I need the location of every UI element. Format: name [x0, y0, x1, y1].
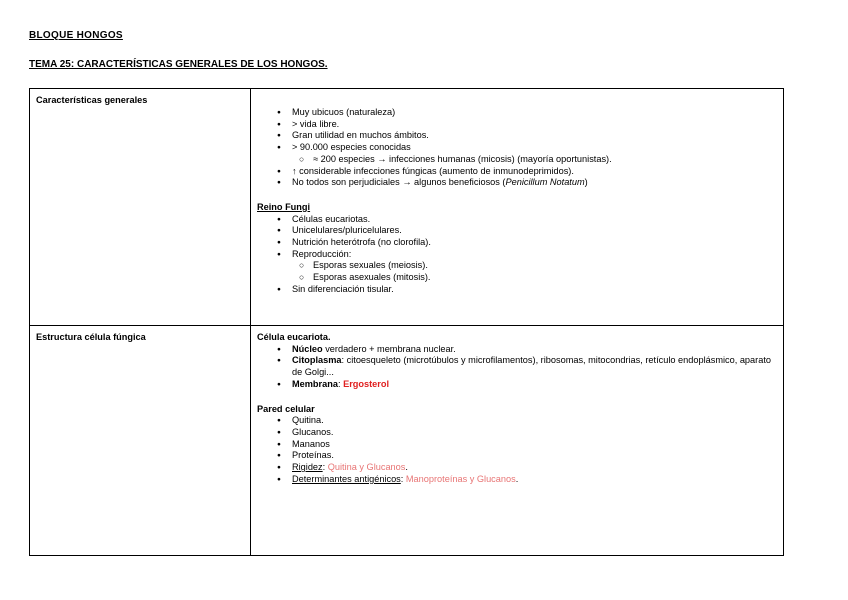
list-item: ● No todos son perjudiciales → algunos beneficiosos (Penicillum Notatum) — [292, 177, 777, 189]
list-item: ● Núcleo verdadero + membrana nuclear. — [292, 344, 777, 356]
list-item: ● > 90.000 especies conocidas — [292, 142, 777, 154]
list-item: ● ↑ considerable infecciones fúngicas (aumento de inmunodeprimidos). — [292, 166, 777, 178]
content-table — [29, 88, 784, 556]
list-item: ● Membrana: Ergosterol — [292, 379, 777, 391]
list-item: ○ ≈ 200 especies → infecciones humanas (micosis) (mayoría oportunistas). — [313, 154, 777, 166]
list-item: ● Gran utilidad en muchos ámbitos. — [292, 130, 777, 142]
list-item: ● Nutrición heterótrofa (no clorofila). — [292, 237, 777, 249]
species-sublist — [257, 154, 777, 166]
row-label-structure: Estructura célula fúngica — [30, 326, 251, 556]
topic-title: TEMA 25: CARACTERÍSTICAS GENERALES DE LOS HONGOS. — [29, 59, 328, 70]
species-name: Penicillum Notatum — [505, 177, 585, 188]
reino-list-cont — [257, 284, 777, 296]
general-list — [257, 107, 777, 154]
list-item: ● Glucanos. — [292, 427, 777, 439]
table-row — [30, 89, 784, 326]
list-item: ● Sin diferenciación tisular. — [292, 284, 777, 296]
list-item: ● > vida libre. — [292, 119, 777, 131]
list-item: ● Células eucariotas. — [292, 214, 777, 226]
reino-list — [257, 214, 777, 261]
table-row — [30, 326, 784, 556]
list-item: ● Proteínas. — [292, 450, 777, 462]
general-list-cont — [257, 166, 777, 189]
list-item: ● Muy ubicuos (naturaleza) — [292, 107, 777, 119]
cell-title: Célula eucariota. — [257, 332, 331, 342]
antigen-highlight: Manoproteínas y Glucanos — [405, 473, 516, 484]
list-item: ● Determinantes antigénicos: Manoproteínas y Glucanos. — [292, 474, 777, 486]
block-title: BLOQUE HONGOS — [29, 30, 123, 41]
row-label-general: Características generales — [30, 89, 251, 326]
wall-title: Pared celular — [257, 403, 315, 414]
reproduction-sublist — [257, 260, 777, 283]
list-item: ● Reproducción: — [292, 249, 777, 261]
list-item: ● Quitina. — [292, 415, 777, 427]
reino-fungi-title: Reino Fungi — [257, 201, 311, 212]
list-item: ○ Esporas sexuales (meiosis). — [313, 260, 777, 272]
list-item: ○ Esporas asexuales (mitosis). — [313, 272, 777, 284]
wall-list — [257, 415, 777, 485]
rigidity-highlight: Quitina y Glucanos — [327, 462, 406, 473]
list-item: ● Mananos — [292, 439, 777, 451]
list-item: ● Unicelulares/pluricelulares. — [292, 225, 777, 237]
list-item: ● Rigidez: Quitina y Glucanos. — [292, 462, 777, 474]
list-item: ● Citoplasma: citoesqueleto (microtúbulos y microfilamentos), ribosomas, mitocondrias, retículo endoplásmico, aparato de Golgi... — [292, 355, 777, 378]
ergosterol-highlight: Ergosterol — [343, 378, 390, 389]
row-content-general — [251, 89, 784, 326]
cell-list — [257, 344, 777, 391]
row-content-structure — [251, 326, 784, 556]
